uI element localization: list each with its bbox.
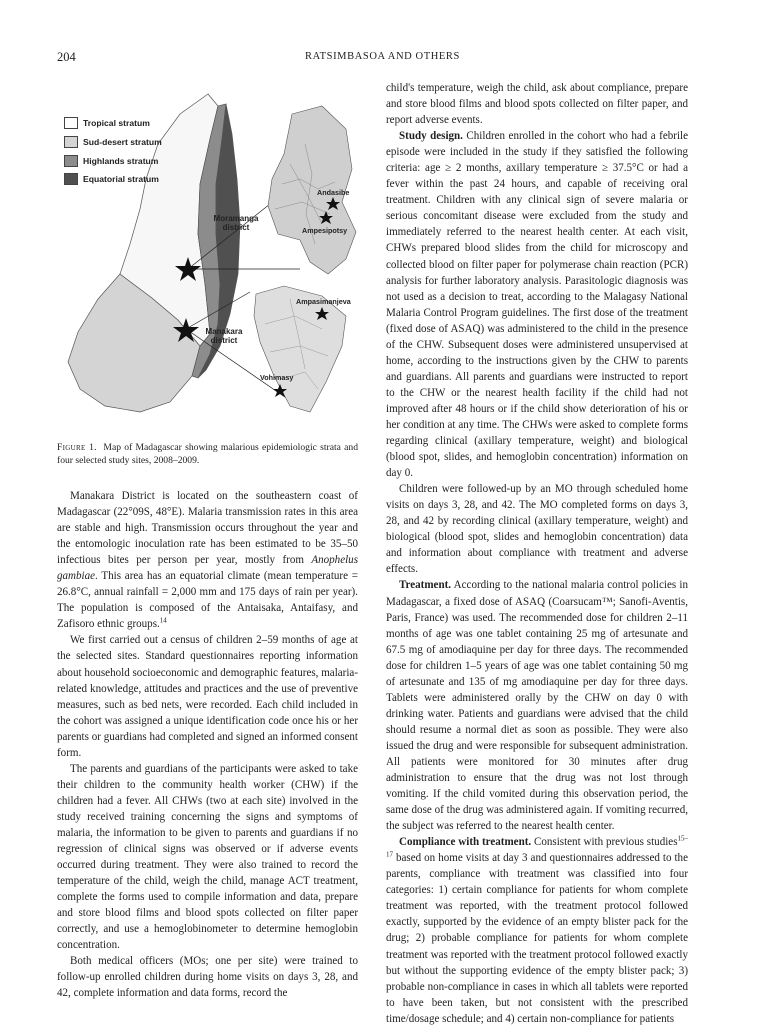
paragraph xyxy=(57,488,358,632)
text-run: based on home visits at day 3 and questionnaires addressed to the parents, compliance with treatment was classified into four categories: 1) certain compliance for patients for whom complete treatment was reported, with the treatment protocol followed exactly, supported by the evidence of an empty blister pack for the drug; 2) probable compliance for patients for whom complete treatment was reported with the treatment protocol followed exactly but without the supporting evidence of the empty blister pack; 3) probable non-compliance in cases in which all tablets were reported to have been taken, but not consistent with the prescribed time/dosage schedule; and 4) certain non-compliance for patients xyxy=(386,852,688,1025)
figure-caption xyxy=(57,441,358,467)
text-run: Manakara District is located on the southeastern coast of Madagascar (22°09S, 48°E). Malaria transmission rates in this area are stable and high. Transmission occurs throughout the year and the entomologic inoculation rate has been estimated to be 35–50 infectious bites per person per year, mostly from xyxy=(57,490,358,567)
legend-label: Tropical stratum xyxy=(83,118,150,128)
legend-swatch-tropical xyxy=(64,117,78,129)
text-run: According to the national malaria control policies in Madagascar, a fixed dose of ASAQ (Coarsucam™; Sanofi-Aventis, Paris, France) was used. The recommended dose for children 2–11 months of age was one tablet containing 25 mg of artesunate and 67.5 mg of amodiaquine per day for three days. The recommended dose for children 1–5 years of age was one tablet containing 50 mg of artesunate and 135 of mg amodiaquine per day for three days. Tablets were administered orally by the CHW on day 0 with drinking water. Patients and guardians were advised that the child should resume a normal diet as soon as possible. They were also issued the drug and were responsible for subsequent administration. All patients were monitored for 30 minutes after drug administration to ensure that the drug was not lost through vomiting. If the child vomited during this observation period, the same dose of the drug was administered again. If vomiting recurred, the subject was referred to the nearest health center. xyxy=(386,579,688,833)
paragraph xyxy=(386,128,688,481)
paragraph: The parents and guardians of the participants were asked to take their children to the community health worker (CHW) if the children had a fever. All CHWs (two at each site) involved in the study received training concerning the signs and symptoms of malaria, the information to be given to parents and guardians if no regression of clinical signs was observed or if adverse events occurred during treatment. They were also trained to record the temperature of the child, weigh the child, manage ACT treatment, complete the forms used to compile information and data, prepare and store blood films and blood spots collected on filter paper correctly, and use a hemoglobinometer to determine hemoglobin concentration. xyxy=(57,762,358,952)
vohimasy-label: Vohimasy xyxy=(260,373,294,382)
text-run: Children enrolled in the cohort who had a febrile episode were included in the study if they satisfied the following criteria: age ≥ 2 months, axillary temperature ≥ 37.5°C or had a fever within the past 24 hours, and capable of receiving oral treatment. Children with any clinical sign of severe malaria or serious concomitant disease were excluded from the study and immediately referred to the nearest health center. At each visit, CHWs prepared blood slides from the child for microscopy and collected blood on filter paper for polymerase chain reaction (PCR) analysis for further laboratory analysis. Parasitologic diagnosis was not used as a decision to treat, according to the Malagasy National Malaria Control Program guidelines. The first dose of the treatment (fixed dose of ASAQ) was administered to the child in the presence of the CHW. Subsequent doses were administered unsupervised at home, according to the instructions given by the CHW to parents and guardians. All parents and guardians were instructed to report to the CHW or the nearest health facility if the child had not improved after 48 hours or if the child show deterioration of his or her condition at any time. The CHWs were asked to complete forms regarding clinical (axillary temperature, weight) and biological (blood spot, slides, and hemoglobin concentration) information on day 0. xyxy=(386,130,688,480)
legend-item xyxy=(64,155,158,167)
run-in-heading: Compliance with treatment. xyxy=(399,836,532,849)
legend-swatch-equatorial xyxy=(64,173,78,185)
paragraph xyxy=(386,577,688,834)
caption-text: Map of Madagascar showing malarious epidemiologic strata and four selected study sites, 2008–2009. xyxy=(57,442,359,466)
reference: 14 xyxy=(159,616,167,625)
legend-item xyxy=(64,117,150,129)
legend-label: Sud-desert stratum xyxy=(83,137,162,147)
legend-swatch-highlands xyxy=(64,155,78,167)
page-number: 204 xyxy=(57,50,76,64)
legend-label: Equatorial stratum xyxy=(83,174,159,184)
right-column xyxy=(386,80,688,1027)
text-run: . This area has an equatorial climate (mean temperature = 26.8°C, annual rainfall = 2,000 mm and 175 days of rain per year). The population is composed of the Antaisaka, Antaifasy, and Zafisoro ethnic groups. xyxy=(57,570,358,631)
legend-swatch-subdesert xyxy=(64,136,78,148)
ampasimanjeva-label: Ampasimanjeva xyxy=(296,297,351,306)
paragraph: We first carried out a census of children 2–59 months of age at the selected sites. Standard questionnaires reporting information about household socioeconomic and demographic features, malaria-related knowledge, attitudes and practices and the use of preventive measures, such as bed nets, were recorded. Each child included in the cohort was assigned a unique identification code once his or her parents or guardians had completed and signed an informed consent form. xyxy=(57,634,358,759)
paragraph: Both medical officers (MOs; one per site) were trained to follow-up enrolled children during home visits on days 3, 28, and 42, complete information and data forms, record the xyxy=(57,955,358,1000)
andasibe-label: Andasibe xyxy=(317,188,350,197)
left-column xyxy=(57,488,358,1002)
moramanga-district-label: Moramanga district xyxy=(213,214,259,232)
caption-label: Figure 1. xyxy=(57,442,97,453)
manakara-district-label: Manakara district xyxy=(205,327,243,345)
run-in-heading: Treatment. xyxy=(399,579,452,592)
legend-item xyxy=(64,136,162,148)
run-in-heading: Study design. xyxy=(399,130,463,143)
species-name: Anophelus gambiae xyxy=(57,554,358,583)
madagascar-map xyxy=(60,84,360,414)
paragraph xyxy=(386,834,688,1027)
paragraph: child's temperature, weigh the child, ask about compliance, prepare and store blood films and blood spots collected on filter paper, and report adverse events. xyxy=(386,82,688,127)
legend-item xyxy=(64,173,159,185)
legend-label: Highlands stratum xyxy=(83,156,159,166)
text-run: Consistent with previous studies xyxy=(531,836,678,849)
paragraph: Children were followed-up by an MO through scheduled home visits on days 3, 28, and 42. The MO completed forms on days 3, 28, and 42 by recording clinical (axillary temperature, weight) and biological (blood spot, slides and hemoglobin concentration) data and information about compliance with treatment and adverse effects. xyxy=(386,483,688,576)
ampesipotsy-label: Ampesipotsy xyxy=(302,226,348,235)
reference: 15–17 xyxy=(386,834,688,859)
running-title: RATSIMBASOA AND OTHERS xyxy=(305,51,460,62)
figure-map xyxy=(60,84,360,414)
